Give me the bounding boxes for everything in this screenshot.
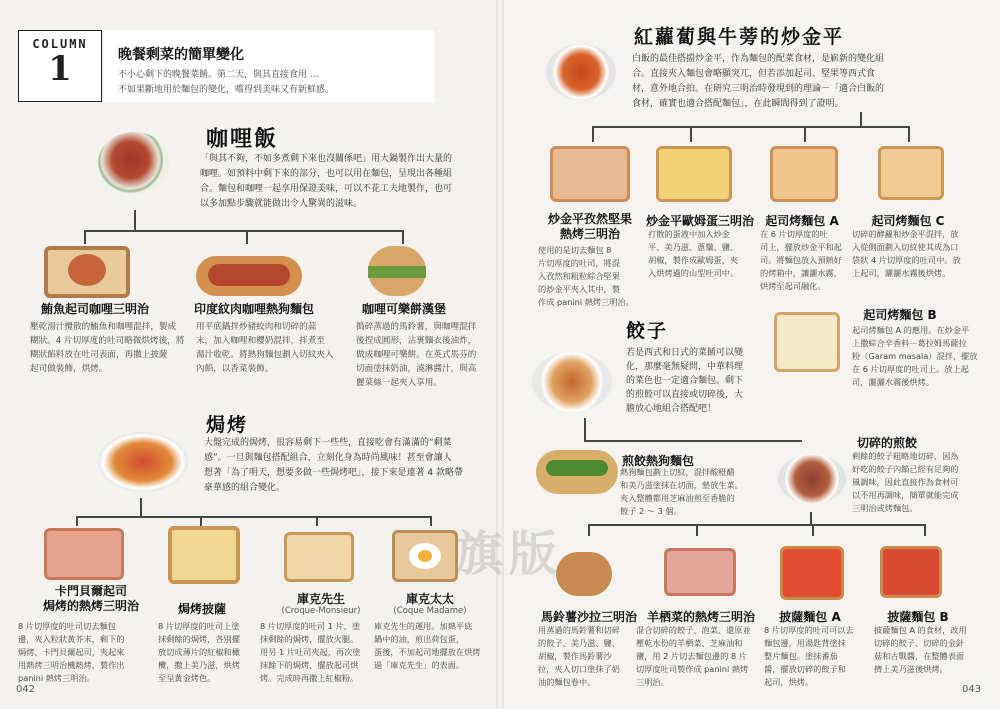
chopped-gyoza-illustration [778, 454, 846, 504]
gratin-pizza-illustration [168, 526, 240, 584]
potato-salad-desc: 用蒸過的馬鈴薯和切碎 的餃子、美乃滋、鹽、 胡椒，製作馬鈴薯沙 拉，夾入切口塗抹了奶 油的麵包卷中。 [538, 625, 620, 687]
curry-croquette-name: 咖哩可樂餅漢堡 [361, 302, 446, 316]
croque-monsieur-subtitle: (Croque-Monsieur) [281, 606, 361, 616]
hijiki-panini-name: 羊栖菜的熱烤三明治 [646, 610, 755, 624]
gratin-illustration [98, 432, 188, 492]
gratin-pizza-name: 焗烤披薩 [177, 602, 226, 616]
column-title: 晚餐剩菜的簡單變化 [118, 47, 244, 63]
hijiki-panini-desc: 混合切碎的餃子、泡菜、還原並 壓乾水份的羊栖菜、芝麻油和 鹽，用 2 片切去麵包邊的 8 片 切厚度吐司製作成 panini 熱烤 三明治。 [636, 625, 751, 687]
kinpira-omelette-name: 炒金平歐姆蛋三明治 [646, 214, 755, 228]
croque-madame-name: 庫克太太 [405, 592, 454, 606]
tuna-curry-desc: 壓乾湯汁攪散的鮪魚和咖哩混拌，製成 糊狀。4 片切厚度的吐司略微烘烤後，將 糊狀餡料放在吐司表面，再撒上披薩 起司做裝飾，烘烤。 [30, 322, 185, 374]
page-number-left: 042 [16, 684, 36, 695]
curry-rice-illustration [98, 132, 170, 194]
gyoza-hotdog-name: 煎餃熱狗麵包 [621, 454, 694, 468]
gratin-pizza-desc: 8 片切厚度的吐司上塗 抹剩餘的焗烤，各別擺 放切成薄片的紅椒和橄 欖，撒上美乃滋，烘烤 至呈黃金烤色。 [158, 621, 240, 683]
pizza-toast-b-illustration [880, 546, 942, 598]
curry-title: 咖哩飯 [206, 126, 279, 152]
pizza-toast-b-desc: 披薩麵包 A 的食材，改用 切碎的餃子、切碎的金針 菇和古戰醬，在整體表面 擠上美乃滋後烘烤。 [874, 625, 967, 674]
page-gutter [496, 0, 504, 709]
watermark: 旗版 [455, 526, 564, 582]
gratin-title: 焗烤 [206, 414, 249, 436]
kinpira-title: 紅蘿蔔與牛蒡的炒金平 [634, 26, 845, 48]
gyoza-title: 餃子 [626, 320, 669, 342]
column-label: COLUMN [32, 37, 88, 51]
cheese-toast-a-desc: 在 6 片切厚度的吐 司上，擺放炒金平和起 司。將麵包放入預熱好 的烤箱中，讓灑水霧， 烘烤至起司融化。 [760, 229, 842, 291]
cheese-toast-a-illustration [770, 146, 838, 202]
potato-salad-roll-illustration [556, 552, 612, 596]
column-subtitle: 不小心剩下的晚餐菜餚。第二天，與其直接食用 ... 不如果斷地用於麵包的變化，嚐得到美味又有新鮮感。 [118, 70, 335, 95]
tuna-curry-toast-illustration [44, 246, 130, 298]
kinpira-panini-desc: 使用的是切去麵包 8 片切厚度的吐司，將混 入孜然和粗粒綜合堅果 的炒金平夾入其中，製 作成 panini 熱烤三明治。 [538, 245, 634, 307]
chopped-gyoza-name: 切碎的煎餃 [856, 436, 917, 450]
gratin-description: 大盤完成的焗烤，很容易剩下一些些，直接吃會有滿滿的“剩菜 感”。一旦與麵包搭配組合，立刻化身為時尚風味！甚至會讓人 想著「為了明天，想要多做一些焗烤吧」，接下來是連著 4 款略帶 豪華感的組合變化。 [204, 438, 463, 493]
cheese-toast-a-name: 起司烤麵包 A [765, 214, 839, 228]
croque-monsieur-desc: 8 片切厚度的吐司 1 片，塗 抹剩餘的焗烤，擺放火腿。 用另 1 片吐司夾起，再次塗 抹餘下的焗烤，擺放起司烘 烤。完成時再撒上紅椒粉。 [260, 621, 361, 683]
gyoza-description: 若是西式和日式的菜餚可以變 化，那麼毫無疑問，中華料理 的菜色也一定適合麵包。剩下 的煎餃可以直接或切碎後，大 膽放心地組合搭配吧！ [626, 348, 744, 414]
gyoza-hotdog-desc: 熱狗麵包劃上切紋，混拌酸橙醋 和美乃滋塗抹在切面，墊放生菜。 夾入整體都用芝麻油煎至香脆的 餃子 2 ～ 3 個。 [620, 467, 743, 516]
hijiki-panini-illustration [664, 548, 736, 596]
kinpira-illustration [546, 44, 616, 100]
kinpira-description: 白飯的最佳搭擋炒金平，作為麵包的配菜食材，是嶄新的變化組 合。直接夾入麵包會略顯突兀，但若添加起司、堅果等西式食 材，意外地合拍。在研究三明治時發現到的理論－「適合白飯的 食材，確實也適合搭配麵包」，在此瞬間得到了證明。 [632, 54, 885, 109]
camembert-panini-name: 卡門貝爾起司 焗烤的熱烤三明治 [42, 584, 139, 613]
page-number-right: 043 [962, 684, 982, 695]
curry-croquette-desc: 搗碎蒸過的馬鈴薯，與咖哩混拌 後捏成圓形，沾裹麵衣後油炸， 做成咖哩可樂餅。在英式馬芬的 切面塗抹奶油，澆淋醬汁，與高 麗菜絲一起夾入享用。 [356, 322, 477, 388]
pizza-toast-a-illustration [780, 546, 844, 600]
kinpira-panini-name: 炒金平孜然堅果 熱烤三明治 [547, 212, 632, 241]
kinpira-omelette-desc: 打散的蛋液中加入炒金 平、美乃滋、蔥鬚、鹽、 胡椒，製作成歐姆蛋，夾 入烘烤過的山型吐司中。 [648, 229, 739, 278]
croque-madame-subtitle: (Coque Madame) [393, 606, 467, 616]
curry-hotdog-desc: 用平底鍋拌炒豬絞肉和切碎的蒜 末，加入咖哩和櫻奶混拌，拌煮至 湯汁收乾。將熱狗麵包劃入切紋夾入 內餡，以香菜裝飾。 [196, 322, 334, 374]
curry-hotdog-name: 印度紋肉咖哩熱狗麵包 [193, 302, 314, 316]
curry-hotdog-illustration [196, 256, 302, 296]
potato-salad-name: 馬鈴薯沙拉三明治 [540, 610, 637, 624]
gyoza-hotdog-illustration [536, 450, 618, 494]
kinpira-omelette-illustration [656, 146, 732, 202]
camembert-panini-desc: 8 片切厚度的吐司切去麵包 邊，夾入粒狀黃芥末，剩下的 焗烤、卡門貝爾起司，夾起來 用熱烤三明治機熱烤，製作出 panini 熱烤三明治。 [18, 621, 125, 683]
pizza-toast-a-desc: 8 片切厚度的吐司可以去 麵包邊，用湯匙背塗抹 整片麵包。塗抹番茄 醬，擺放切碎的餃子和 起司，烘烤。 [764, 625, 854, 687]
cheese-toast-c-desc: 切碎的酵蘿和炒金平混拌，放 入從側面劃入切紋使其成為口 袋狀 4 片切厚度的吐司中。放 上起司，灑灑水霧後烘烤。 [852, 229, 961, 278]
pizza-toast-a-name: 披薩麵包 A [779, 610, 841, 624]
croque-madame-illustration [392, 530, 458, 582]
curry-description: 「與其不夠，不如多煮剩下來也沒關係吧」用大鍋製作出大量的 咖哩。如預料中剩下來的部分，也可以用在麵包，呈現出各種組 合。麵包和咖哩一起享用保證美味，可以不花工夫地製作，也可 以多加點步驟就能做出令人驚異的滋味。 [200, 154, 453, 209]
camembert-panini-illustration [44, 528, 124, 580]
column-number: 1 [48, 49, 72, 89]
cheese-toast-c-name: 起司烤麵包 C [871, 214, 945, 228]
cheese-toast-b-illustration [774, 312, 840, 372]
pizza-toast-b-name: 披薩麵包 B [887, 610, 949, 624]
cheese-toast-b-name: 起司烤麵包 B [863, 308, 937, 322]
gyoza-illustration [532, 352, 612, 412]
curry-croquette-burger-illustration [368, 246, 426, 296]
cheese-toast-b-desc: 起司烤麵包 A 的應用。在炒金平 上撒綜合辛香料－葛拉姆馬薩拉 粉（Garam masala）混拌，擺放 在 6 片切厚度的吐司上。放上起 司，灑灑水霧後烘烤。 [852, 325, 978, 387]
croque-monsieur-name: 庫克先生 [296, 592, 345, 606]
chopped-gyoza-desc: 剩餘的餃子粗略地切碎，因為 好吃的餃子內餡已經有足夠的 風調味，因此直接作為食材可 以不用再調味，簡單就能完成 三明治或烤麵包。 [852, 451, 959, 513]
kinpira-panini-illustration [550, 146, 630, 202]
cheese-toast-c-illustration [878, 146, 944, 200]
column-badge [18, 30, 102, 102]
tuna-curry-name: 鮪魚起司咖哩三明治 [40, 302, 149, 316]
croque-madame-desc: 庫克先生的運用。加熱平底 鍋中的油，煎出荷包蛋， 蛋後，不加起司地擺放在烘烤 過「庫克先生」的表面。 [374, 621, 481, 670]
croque-monsieur-illustration [284, 532, 354, 582]
